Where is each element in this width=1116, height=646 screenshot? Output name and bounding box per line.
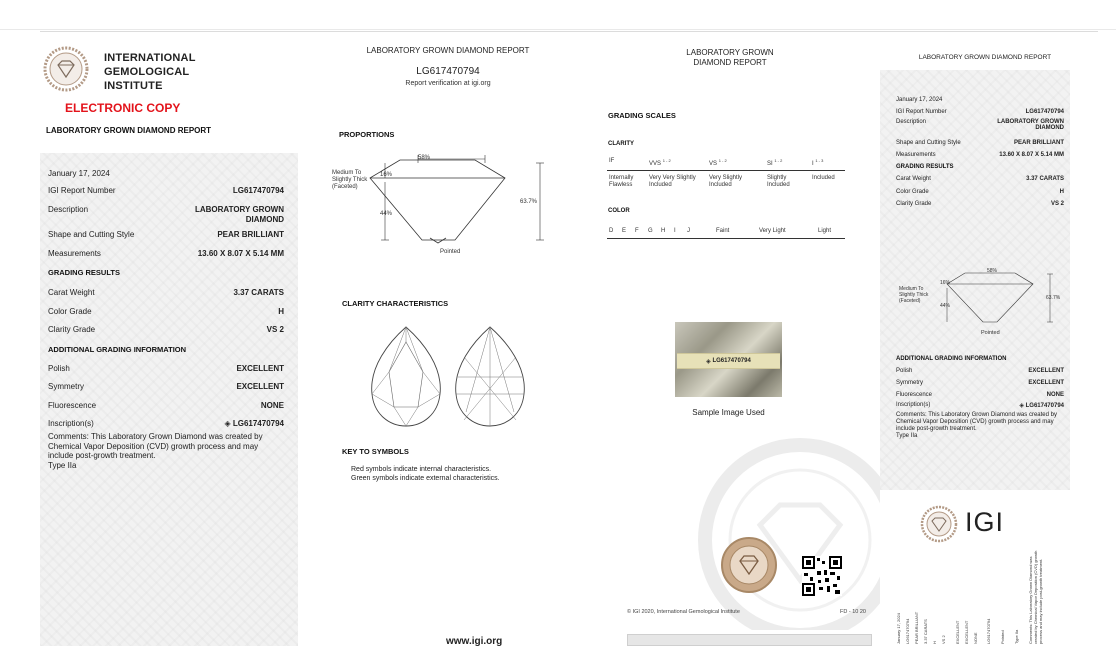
micro-text-column: LG617470794 — [905, 618, 910, 644]
clarity-desc-si: Slightly Included — [767, 175, 790, 188]
p4-polish-row: Polish EXCELLENT — [896, 368, 1064, 374]
p4-girdle-description: Medium To Slightly Thick (Faceted) — [899, 286, 929, 304]
electronic-copy-label: ELECTRONIC COPY — [65, 101, 181, 115]
polish-row: Polish EXCELLENT — [48, 364, 284, 373]
color-grade-i: I — [674, 228, 676, 234]
igi-mini-logo-icon: ◈ — [224, 419, 231, 428]
description-row: Description LABORATORY GROWN DIAMOND — [48, 205, 284, 224]
table-percent: 58% — [418, 155, 431, 161]
p4-culet-description: Pointed — [981, 330, 1000, 336]
clarity-grade-vvs: VVS $^{1 - 2}$ — [649, 158, 671, 167]
report-date-row: January 17, 2024 — [48, 169, 110, 178]
grading-scales-heading: GRADING SCALES — [608, 111, 676, 120]
igi-logo-text: IGI — [965, 507, 1005, 537]
verification-text: Report verification at igi.org — [405, 80, 491, 87]
culet-description: Pointed — [440, 249, 461, 255]
shape-row: Shape and Cutting Style PEAR BRILLIANT — [48, 230, 284, 239]
clarity-desc-vs: Very Slightly Included — [709, 175, 743, 188]
micro-text-column: H — [932, 641, 937, 644]
micro-text-comments: Comments: This Laboratory Grown Diamond was created by Chemical Vapor Deposition (CVD) growth process and may include post-growth treatment. — [1028, 550, 1043, 644]
copyright-text: © IGI 2020, International Gemological Institute — [627, 609, 740, 615]
key-to-symbols-heading: KEY TO SYMBOLS — [342, 447, 409, 456]
micro-text-column: PEAR BRILLIANT — [914, 611, 919, 644]
depth-percent: 63.7% — [520, 199, 538, 205]
website-url: www.igi.org — [446, 636, 503, 646]
igi-gold-seal-icon — [720, 536, 778, 594]
igi-seal-icon — [43, 46, 89, 92]
color-grade-d: D — [609, 228, 614, 234]
p4-fluorescence-row: Fluorescence NONE — [896, 392, 1064, 398]
p4-depth-percent: 63.7% — [1046, 295, 1061, 301]
igi-mini-logo-icon: ◈ — [1019, 403, 1024, 409]
watermark-seal-icon — [690, 430, 880, 630]
inscription-row: Inscription(s) ◈ LG617470794 — [48, 419, 284, 428]
p4-inscription-row: Inscription(s) ◈ LG617470794 — [896, 402, 1064, 409]
pavilion-percent: 44% — [380, 211, 393, 217]
proportions-heading: PROPORTIONS — [339, 130, 395, 139]
clarity-desc-vvs: Very Very Slightly Included — [649, 175, 696, 188]
page3-title: LABORATORY GROWN DIAMOND REPORT — [686, 48, 774, 67]
color-grade-f: F — [635, 228, 639, 234]
color-grade-h: H — [661, 228, 666, 234]
micro-text-column: LG617470794 — [986, 618, 991, 644]
p4-crown-percent: 16% — [940, 280, 951, 286]
sample-image-caption: Sample Image Used — [692, 408, 765, 417]
qr-code-icon[interactable] — [802, 556, 842, 596]
p4-number-row: IGI Report Number LG617470794 — [896, 109, 1064, 115]
clarity-desc-if: Internally Flawless — [609, 175, 634, 188]
report-number-row: IGI Report Number LG617470794 — [48, 186, 284, 195]
micro-text-column: EXCELLENT — [955, 620, 960, 644]
security-pattern-panel — [40, 153, 298, 646]
clarity-characteristics-heading: CLARITY CHARACTERISTICS — [342, 299, 449, 308]
report-title: LABORATORY GROWN DIAMOND REPORT — [46, 126, 212, 135]
footer-security-bar — [627, 634, 872, 646]
key-to-symbols-text: Red symbols indicate internal characteristics. Green symbols indicate external characteristics. — [351, 466, 500, 482]
color-grade-e: E — [622, 228, 627, 234]
micro-text-column: Pointed — [1000, 630, 1005, 644]
color-desc-light: Light — [818, 228, 832, 234]
page2-title: LABORATORY GROWN DIAMOND REPORT — [366, 46, 530, 55]
igi-mini-logo-icon: ◈ — [706, 358, 713, 365]
grading-results-heading: GRADING RESULTS — [48, 268, 120, 277]
color-scale-heading: COLOR — [608, 208, 630, 214]
clarity-desc-i: Included — [812, 175, 835, 181]
p4-measurements-row: Measurements 13.60 X 8.07 X 5.14 MM — [896, 152, 1064, 158]
org-name: INTERNATIONAL GEMOLOGICAL INSTITUTE — [104, 52, 196, 92]
p4-shape-row: Shape and Cutting Style PEAR BRILLIANT — [896, 140, 1064, 146]
p4-date-row: January 17, 2024 — [896, 97, 943, 103]
p4-additional-info-heading: ADDITIONAL GRADING INFORMATION — [896, 356, 1007, 362]
color-desc-very-light: Very Light — [759, 228, 786, 234]
p4-comments-text: Comments: This Laboratory Grown Diamond was created by Chemical Vapor Deposition (CVD) growth process and may include post-growth treatment. Type IIa — [896, 412, 1057, 439]
clarity-plot-diagram — [368, 322, 528, 432]
clarity-grade-si: SI $^{1 - 2}$ — [767, 158, 783, 167]
micro-text-column: NONE — [973, 632, 978, 644]
p4-description-row: Description LABORATORY GROWN DIAMOND — [896, 119, 1064, 131]
additional-info-heading: ADDITIONAL GRADING INFORMATION — [48, 345, 187, 354]
p4-pavilion-percent: 44% — [940, 303, 951, 309]
measurements-row: Measurements 13.60 X 8.07 X 5.14 MM — [48, 249, 284, 258]
p4-table-percent: 58% — [987, 268, 998, 274]
p4-color-row: Color Grade H — [896, 189, 1064, 195]
micro-text-column: EXCELLENT — [964, 620, 969, 644]
p4-grading-results-heading: GRADING RESULTS — [896, 164, 954, 170]
comments-text: Comments: This Laboratory Grown Diamond was created by Chemical Vapor Deposition (CVD) growth process and may include post-growth treatment. Type IIa — [48, 432, 263, 470]
clarity-grade-i: I $^{1 - 3}$ — [812, 158, 824, 167]
color-desc-faint: Faint — [716, 228, 730, 234]
symmetry-row: Symmetry EXCELLENT — [48, 382, 284, 391]
color-grade-g: G — [648, 228, 653, 234]
clarity-row: Clarity Grade VS 2 — [48, 325, 284, 334]
clarity-grade-vs: VS $^{1 - 2}$ — [709, 158, 727, 167]
p4-carat-row: Carat Weight 3.37 CARATS — [896, 176, 1064, 182]
micro-text-column: 3.37 CARATS — [923, 619, 928, 644]
p4-clarity-row: Clarity Grade VS 2 — [896, 201, 1064, 207]
clarity-scale-rule — [607, 170, 845, 171]
clarity-scale-heading: CLARITY — [608, 141, 634, 147]
form-number: FD - 10 20 — [840, 609, 866, 615]
micro-text-column: VS 2 — [941, 635, 946, 644]
p4-symmetry-row: Symmetry EXCELLENT — [896, 380, 1064, 386]
fluorescence-row: Fluorescence NONE — [48, 401, 284, 410]
color-grade-j: J — [687, 228, 690, 234]
girdle-description: Medium To Slightly Thick (Faceted) — [332, 170, 368, 190]
carat-row: Carat Weight 3.37 CARATS — [48, 288, 284, 297]
color-row: Color Grade H — [48, 307, 284, 316]
page2-report-number: LG617470794 — [416, 66, 480, 77]
sample-inscription-strip: ◈ LG617470794 — [677, 353, 780, 369]
micro-text-column: Type IIa — [1014, 629, 1019, 644]
viewer-top-band — [0, 0, 1116, 30]
page4-title: LABORATORY GROWN DIAMOND REPORT — [918, 54, 1052, 61]
clarity-grade-if: IF — [609, 158, 615, 164]
color-scale-rule — [607, 238, 845, 239]
crown-percent: 16% — [380, 172, 393, 178]
micro-text-column: January 17, 2024 — [896, 613, 901, 644]
igi-logo-seal-icon — [920, 505, 958, 543]
